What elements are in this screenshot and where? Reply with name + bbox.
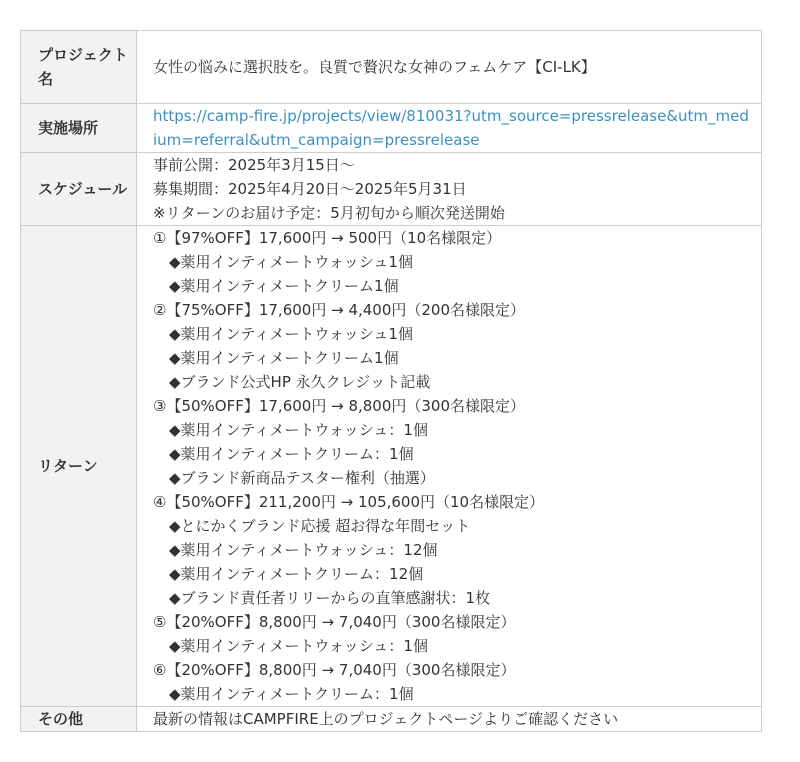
other-value: 最新の情報はCAMPFIRE上のプロジェクトページよりご確認ください <box>137 707 762 732</box>
schedule-delivery-line: ※リターンのお届け予定：5月初旬から順次発送開始 <box>153 204 505 222</box>
return-item: ◆薬用インティメートクリーム：12個 <box>169 565 424 583</box>
project-page-link[interactable]: https://camp-fire.jp/projects/view/810031?utm_source=pressrelease&utm_medium=referral&utm_campaign=pressrelease <box>153 107 749 149</box>
return-item: ◆薬用インティメートクリーム：1個 <box>169 685 414 703</box>
return-item: ◆薬用インティメートクリーム1個 <box>169 349 399 367</box>
return-item: ◆ブランド責任者リリーからの直筆感謝状：1枚 <box>169 589 491 607</box>
return-item: ◆ブランド公式HP 永久クレジット記載 <box>169 373 431 391</box>
return-item: ◆薬用インティメートクリーム1個 <box>169 277 399 295</box>
row-label-returns: リターン <box>21 226 137 707</box>
return-item: ◆薬用インティメートウォッシュ1個 <box>169 253 413 271</box>
return-item: ◆薬用インティメートウォッシュ：12個 <box>169 541 438 559</box>
return-item: ◆薬用インティメートウォッシュ：1個 <box>169 421 428 439</box>
table-row-schedule <box>21 153 762 226</box>
return-tier-heading: ⑥【20%OFF】8,800円 → 7,040円（300名様限定） <box>153 661 516 679</box>
row-label-venue: 実施場所 <box>21 104 137 153</box>
schedule-preview-line: 事前公開：2025年3月15日～ <box>153 156 355 174</box>
table-row-project-name <box>21 31 762 104</box>
return-tier <box>153 490 753 610</box>
venue-value <box>137 104 762 153</box>
row-label-other: その他 <box>21 707 137 732</box>
return-tier <box>153 610 753 658</box>
row-label-project-name: プロジェクト名 <box>21 31 137 104</box>
return-tier <box>153 394 753 490</box>
return-tier-heading: ④【50%OFF】211,200円 → 105,600円（10名様限定） <box>153 493 545 511</box>
return-item: ◆とにかくブランド応援 超お得な年間セット <box>169 517 471 535</box>
table-row-returns <box>21 226 762 707</box>
return-tier <box>153 658 753 706</box>
return-item: ◆薬用インティメートウォッシュ：1個 <box>169 637 428 655</box>
table-row-venue <box>21 104 762 153</box>
return-item: ◆薬用インティメートウォッシュ1個 <box>169 325 413 343</box>
return-tier <box>153 226 753 298</box>
return-tier-heading: ③【50%OFF】17,600円 → 8,800円（300名様限定） <box>153 397 526 415</box>
schedule-value <box>137 153 762 226</box>
table-row-other <box>21 707 762 732</box>
return-tier <box>153 298 753 394</box>
return-tier-heading: ②【75%OFF】17,600円 → 4,400円（200名様限定） <box>153 301 526 319</box>
return-item: ◆薬用インティメートクリーム：1個 <box>169 445 414 463</box>
return-tier-heading: ①【97%OFF】17,600円 → 500円（10名様限定） <box>153 229 502 247</box>
schedule-period-line: 募集期間：2025年4月20日～2025年5月31日 <box>153 180 467 198</box>
return-item: ◆ブランド新商品テスター権利（抽選） <box>169 469 435 487</box>
project-name-value: 女性の悩みに選択肢を。良質で贅沢な女神のフェムケア【CI-LK】 <box>137 31 762 104</box>
return-tier-heading: ⑤【20%OFF】8,800円 → 7,040円（300名様限定） <box>153 613 516 631</box>
project-info-table <box>20 30 762 732</box>
row-label-schedule: スケジュール <box>21 153 137 226</box>
returns-value <box>137 226 762 707</box>
